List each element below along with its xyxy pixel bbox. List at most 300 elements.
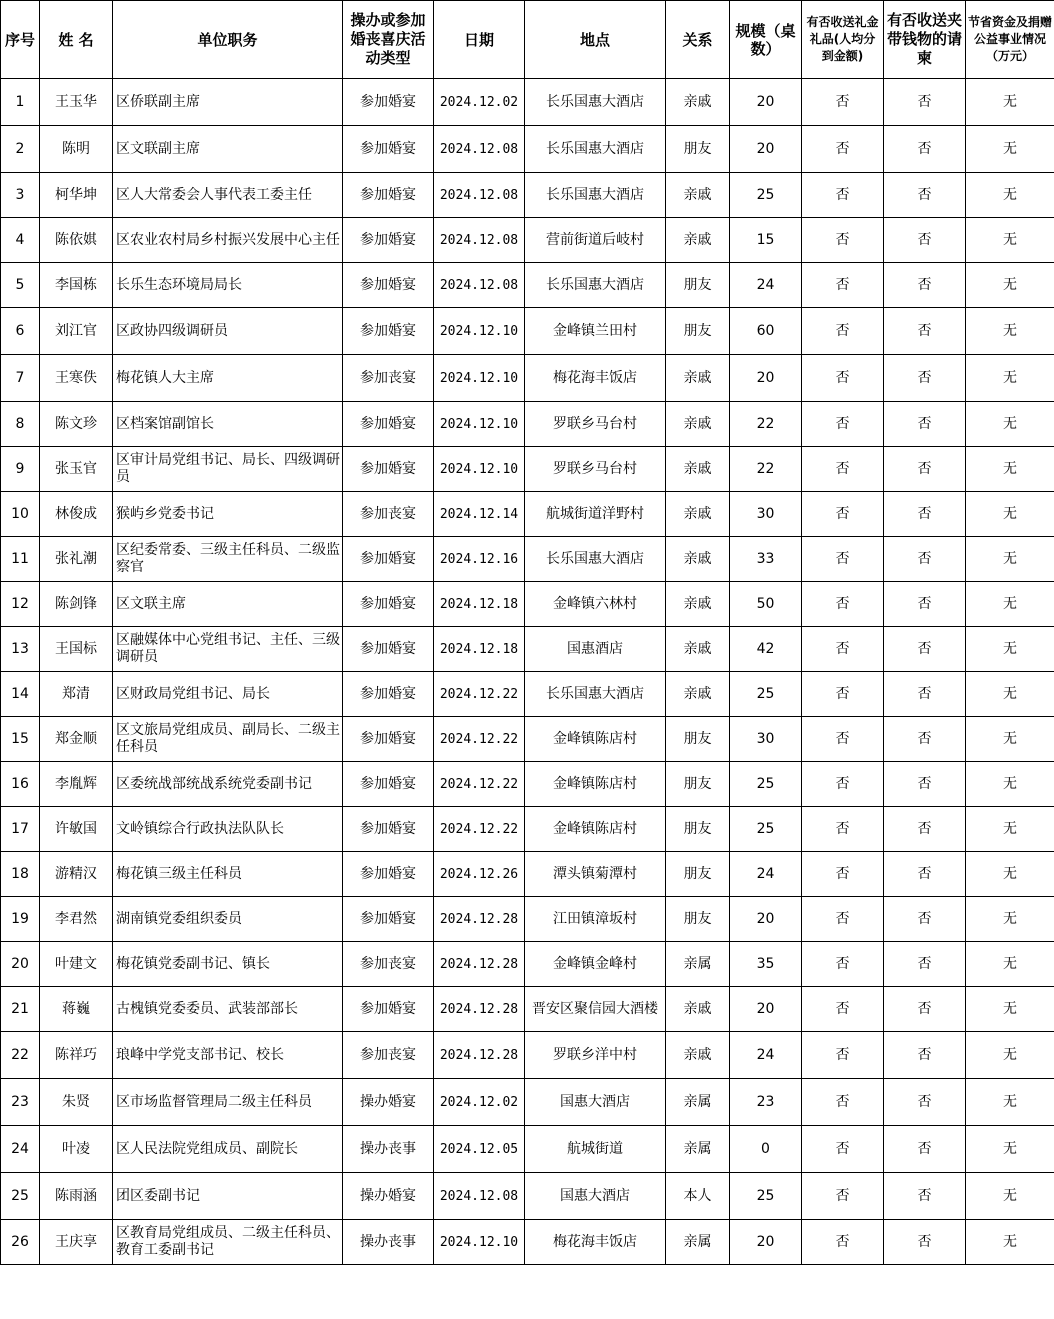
cell-index: 19 <box>1 897 40 942</box>
cell-gifts: 否 <box>802 627 884 672</box>
cell-name: 王玉华 <box>40 79 113 126</box>
cell-scale: 20 <box>730 1220 802 1265</box>
cell-gifts: 否 <box>802 218 884 263</box>
cell-name: 李君然 <box>40 897 113 942</box>
cell-relation: 亲属 <box>666 942 730 987</box>
cell-index: 11 <box>1 537 40 582</box>
cell-scale: 20 <box>730 897 802 942</box>
cell-donation: 无 <box>966 672 1054 717</box>
cell-name: 陈雨涵 <box>40 1173 113 1220</box>
cell-date: 2024.12.10 <box>434 1220 525 1265</box>
cell-location: 长乐国惠大酒店 <box>525 537 666 582</box>
cell-location: 营前街道后岐村 <box>525 218 666 263</box>
cell-position: 区教育局党组成员、二级主任科员、教育工委副书记 <box>113 1220 343 1265</box>
cell-event-type: 参加丧宴 <box>343 942 434 987</box>
cell-gifts: 否 <box>802 1079 884 1126</box>
cell-location: 长乐国惠大酒店 <box>525 173 666 218</box>
cell-donation: 无 <box>966 897 1054 942</box>
cell-event-type: 操办丧事 <box>343 1126 434 1173</box>
cell-requests: 否 <box>884 218 966 263</box>
cell-index: 21 <box>1 987 40 1032</box>
cell-position: 文岭镇综合行政执法队队长 <box>113 807 343 852</box>
cell-position: 团区委副书记 <box>113 1173 343 1220</box>
cell-index: 7 <box>1 355 40 402</box>
cell-relation: 亲戚 <box>666 627 730 672</box>
cell-requests: 否 <box>884 717 966 762</box>
cell-location: 梅花海丰饭店 <box>525 1220 666 1265</box>
cell-event-type: 参加婚宴 <box>343 582 434 627</box>
cell-date: 2024.12.08 <box>434 218 525 263</box>
cell-name: 蒋巍 <box>40 987 113 1032</box>
cell-donation: 无 <box>966 126 1054 173</box>
cell-requests: 否 <box>884 897 966 942</box>
cell-date: 2024.12.10 <box>434 308 525 355</box>
cell-scale: 25 <box>730 762 802 807</box>
header-row <box>1 1 1054 79</box>
cell-date: 2024.12.26 <box>434 852 525 897</box>
cell-requests: 否 <box>884 942 966 987</box>
cell-scale: 23 <box>730 1079 802 1126</box>
cell-name: 陈文珍 <box>40 402 113 447</box>
cell-date: 2024.12.08 <box>434 1173 525 1220</box>
cell-location: 金峰镇陈店村 <box>525 762 666 807</box>
table-row <box>1 402 1054 447</box>
cell-event-type: 参加丧宴 <box>343 1032 434 1079</box>
cell-donation: 无 <box>966 1079 1054 1126</box>
cell-index: 18 <box>1 852 40 897</box>
cell-position: 长乐生态环境局局长 <box>113 263 343 308</box>
cell-scale: 20 <box>730 126 802 173</box>
cell-scale: 25 <box>730 173 802 218</box>
table-row <box>1 1032 1054 1079</box>
header-scale: 规模（桌数） <box>730 1 802 79</box>
cell-gifts: 否 <box>802 402 884 447</box>
cell-name: 柯华坤 <box>40 173 113 218</box>
cell-gifts: 否 <box>802 126 884 173</box>
cell-date: 2024.12.28 <box>434 897 525 942</box>
cell-name: 朱贤 <box>40 1079 113 1126</box>
table-row <box>1 126 1054 173</box>
cell-gifts: 否 <box>802 537 884 582</box>
header-position: 单位职务 <box>113 1 343 79</box>
cell-location: 金峰镇兰田村 <box>525 308 666 355</box>
cell-event-type: 参加婚宴 <box>343 402 434 447</box>
cell-index: 5 <box>1 263 40 308</box>
cell-relation: 朋友 <box>666 897 730 942</box>
cell-event-type: 参加婚宴 <box>343 672 434 717</box>
cell-index: 26 <box>1 1220 40 1265</box>
table-row <box>1 355 1054 402</box>
cell-date: 2024.12.08 <box>434 263 525 308</box>
cell-location: 长乐国惠大酒店 <box>525 126 666 173</box>
cell-name: 李国栋 <box>40 263 113 308</box>
cell-index: 3 <box>1 173 40 218</box>
cell-requests: 否 <box>884 263 966 308</box>
table-row <box>1 447 1054 492</box>
table-row <box>1 942 1054 987</box>
table-row <box>1 897 1054 942</box>
cell-name: 王庆享 <box>40 1220 113 1265</box>
cell-relation: 亲属 <box>666 1079 730 1126</box>
table-row <box>1 79 1054 126</box>
cell-event-type: 参加婚宴 <box>343 126 434 173</box>
cell-scale: 50 <box>730 582 802 627</box>
table-row <box>1 987 1054 1032</box>
table-body <box>1 79 1054 1265</box>
cell-date: 2024.12.18 <box>434 627 525 672</box>
cell-requests: 否 <box>884 627 966 672</box>
cell-name: 张礼潮 <box>40 537 113 582</box>
cell-index: 17 <box>1 807 40 852</box>
cell-donation: 无 <box>966 447 1054 492</box>
cell-index: 22 <box>1 1032 40 1079</box>
cell-date: 2024.12.14 <box>434 492 525 537</box>
cell-name: 张玉官 <box>40 447 113 492</box>
cell-location: 金峰镇金峰村 <box>525 942 666 987</box>
cell-date: 2024.12.10 <box>434 402 525 447</box>
table-row <box>1 852 1054 897</box>
cell-gifts: 否 <box>802 1126 884 1173</box>
cell-scale: 60 <box>730 308 802 355</box>
cell-requests: 否 <box>884 1032 966 1079</box>
cell-scale: 22 <box>730 402 802 447</box>
cell-scale: 24 <box>730 852 802 897</box>
cell-index: 23 <box>1 1079 40 1126</box>
cell-location: 国惠大酒店 <box>525 1079 666 1126</box>
cell-relation: 亲戚 <box>666 987 730 1032</box>
cell-gifts: 否 <box>802 173 884 218</box>
header-donation: 节省资金及捐赠公益事业情况（万元） <box>966 1 1054 79</box>
cell-donation: 无 <box>966 173 1054 218</box>
cell-requests: 否 <box>884 672 966 717</box>
cell-name: 刘江官 <box>40 308 113 355</box>
cell-requests: 否 <box>884 1220 966 1265</box>
cell-scale: 30 <box>730 492 802 537</box>
cell-scale: 25 <box>730 807 802 852</box>
cell-position: 区政协四级调研员 <box>113 308 343 355</box>
cell-index: 12 <box>1 582 40 627</box>
cell-relation: 亲属 <box>666 1126 730 1173</box>
cell-event-type: 参加丧宴 <box>343 492 434 537</box>
table-row <box>1 308 1054 355</box>
cell-relation: 亲戚 <box>666 79 730 126</box>
cell-donation: 无 <box>966 987 1054 1032</box>
cell-location: 梅花海丰饭店 <box>525 355 666 402</box>
cell-requests: 否 <box>884 402 966 447</box>
cell-event-type: 参加婚宴 <box>343 852 434 897</box>
header-index: 序号 <box>1 1 40 79</box>
cell-position: 梅花镇党委副书记、镇长 <box>113 942 343 987</box>
cell-event-type: 参加婚宴 <box>343 537 434 582</box>
cell-relation: 朋友 <box>666 717 730 762</box>
cell-event-type: 参加婚宴 <box>343 218 434 263</box>
cell-gifts: 否 <box>802 447 884 492</box>
cell-index: 6 <box>1 308 40 355</box>
cell-requests: 否 <box>884 1126 966 1173</box>
cell-date: 2024.12.22 <box>434 762 525 807</box>
cell-scale: 0 <box>730 1126 802 1173</box>
cell-position: 区市场监督管理局二级主任科员 <box>113 1079 343 1126</box>
cell-scale: 20 <box>730 355 802 402</box>
cell-relation: 本人 <box>666 1173 730 1220</box>
header-name: 姓 名 <box>40 1 113 79</box>
cell-location: 罗联乡马台村 <box>525 447 666 492</box>
cell-scale: 22 <box>730 447 802 492</box>
cell-donation: 无 <box>966 1173 1054 1220</box>
table-row <box>1 717 1054 762</box>
cell-position: 区融媒体中心党组书记、主任、三级调研员 <box>113 627 343 672</box>
cell-event-type: 操办丧事 <box>343 1220 434 1265</box>
cell-requests: 否 <box>884 355 966 402</box>
cell-date: 2024.12.10 <box>434 447 525 492</box>
cell-requests: 否 <box>884 173 966 218</box>
cell-location: 金峰镇六林村 <box>525 582 666 627</box>
cell-donation: 无 <box>966 79 1054 126</box>
cell-date: 2024.12.08 <box>434 126 525 173</box>
cell-scale: 15 <box>730 218 802 263</box>
cell-name: 郑清 <box>40 672 113 717</box>
table-row <box>1 807 1054 852</box>
cell-event-type: 参加婚宴 <box>343 173 434 218</box>
cell-event-type: 参加婚宴 <box>343 762 434 807</box>
table-row <box>1 1079 1054 1126</box>
cell-donation: 无 <box>966 942 1054 987</box>
cell-location: 罗联乡洋中村 <box>525 1032 666 1079</box>
cell-donation: 无 <box>966 1032 1054 1079</box>
cell-requests: 否 <box>884 537 966 582</box>
cell-gifts: 否 <box>802 852 884 897</box>
cell-relation: 亲戚 <box>666 173 730 218</box>
cell-position: 区人民法院党组成员、副院长 <box>113 1126 343 1173</box>
cell-event-type: 操办婚宴 <box>343 1079 434 1126</box>
cell-position: 区文联主席 <box>113 582 343 627</box>
cell-gifts: 否 <box>802 79 884 126</box>
cell-donation: 无 <box>966 263 1054 308</box>
table-row <box>1 672 1054 717</box>
cell-requests: 否 <box>884 492 966 537</box>
cell-scale: 30 <box>730 717 802 762</box>
cell-donation: 无 <box>966 308 1054 355</box>
cell-scale: 20 <box>730 79 802 126</box>
table-row <box>1 627 1054 672</box>
cell-index: 4 <box>1 218 40 263</box>
cell-name: 游精汉 <box>40 852 113 897</box>
cell-date: 2024.12.05 <box>434 1126 525 1173</box>
cell-gifts: 否 <box>802 987 884 1032</box>
cell-position: 琅峰中学党支部书记、校长 <box>113 1032 343 1079</box>
cell-index: 15 <box>1 717 40 762</box>
cell-index: 8 <box>1 402 40 447</box>
cell-requests: 否 <box>884 852 966 897</box>
cell-position: 区文旅局党组成员、副局长、二级主任科员 <box>113 717 343 762</box>
cell-location: 金峰镇陈店村 <box>525 717 666 762</box>
cell-position: 猴屿乡党委书记 <box>113 492 343 537</box>
cell-name: 郑金顺 <box>40 717 113 762</box>
cell-event-type: 参加婚宴 <box>343 897 434 942</box>
cell-position: 区纪委常委、三级主任科员、二级监察官 <box>113 537 343 582</box>
cell-requests: 否 <box>884 1173 966 1220</box>
cell-requests: 否 <box>884 79 966 126</box>
cell-name: 陈明 <box>40 126 113 173</box>
cell-location: 航城街道 <box>525 1126 666 1173</box>
cell-name: 陈依娸 <box>40 218 113 263</box>
cell-donation: 无 <box>966 537 1054 582</box>
cell-date: 2024.12.10 <box>434 355 525 402</box>
cell-requests: 否 <box>884 762 966 807</box>
header-requests: 有否收送夹带钱物的请柬 <box>884 1 966 79</box>
cell-position: 梅花镇三级主任科员 <box>113 852 343 897</box>
cell-donation: 无 <box>966 807 1054 852</box>
cell-position: 古槐镇党委委员、武装部部长 <box>113 987 343 1032</box>
cell-scale: 24 <box>730 1032 802 1079</box>
cell-position: 湖南镇党委组织委员 <box>113 897 343 942</box>
cell-donation: 无 <box>966 627 1054 672</box>
table-row <box>1 263 1054 308</box>
header-date: 日期 <box>434 1 525 79</box>
header-location: 地点 <box>525 1 666 79</box>
cell-relation: 朋友 <box>666 263 730 308</box>
cell-date: 2024.12.18 <box>434 582 525 627</box>
cell-location: 长乐国惠大酒店 <box>525 672 666 717</box>
header-event-type: 操办或参加婚丧喜庆活动类型 <box>343 1 434 79</box>
cell-location: 长乐国惠大酒店 <box>525 263 666 308</box>
cell-scale: 35 <box>730 942 802 987</box>
cell-event-type: 参加婚宴 <box>343 79 434 126</box>
cell-position: 区农业农村局乡村振兴发展中心主任 <box>113 218 343 263</box>
cell-donation: 无 <box>966 492 1054 537</box>
cell-gifts: 否 <box>802 263 884 308</box>
cell-donation: 无 <box>966 852 1054 897</box>
cell-scale: 20 <box>730 987 802 1032</box>
cell-relation: 亲戚 <box>666 537 730 582</box>
cell-event-type: 参加婚宴 <box>343 807 434 852</box>
cell-event-type: 参加婚宴 <box>343 987 434 1032</box>
cell-index: 1 <box>1 79 40 126</box>
cell-gifts: 否 <box>802 492 884 537</box>
cell-date: 2024.12.08 <box>434 173 525 218</box>
cell-relation: 亲戚 <box>666 355 730 402</box>
header-gifts: 有否收送礼金礼品(人均分到金额) <box>802 1 884 79</box>
cell-event-type: 参加婚宴 <box>343 263 434 308</box>
cell-gifts: 否 <box>802 717 884 762</box>
cell-event-type: 参加婚宴 <box>343 627 434 672</box>
cell-relation: 朋友 <box>666 308 730 355</box>
cell-location: 长乐国惠大酒店 <box>525 79 666 126</box>
cell-requests: 否 <box>884 1079 966 1126</box>
table-row <box>1 1126 1054 1173</box>
table-row <box>1 537 1054 582</box>
cell-scale: 24 <box>730 263 802 308</box>
cell-gifts: 否 <box>802 1220 884 1265</box>
cell-date: 2024.12.22 <box>434 717 525 762</box>
table-row <box>1 1173 1054 1220</box>
cell-donation: 无 <box>966 762 1054 807</box>
cell-donation: 无 <box>966 717 1054 762</box>
cell-index: 10 <box>1 492 40 537</box>
cell-position: 区侨联副主席 <box>113 79 343 126</box>
cell-position: 区文联副主席 <box>113 126 343 173</box>
cell-gifts: 否 <box>802 1173 884 1220</box>
table-row <box>1 762 1054 807</box>
cell-relation: 亲戚 <box>666 492 730 537</box>
cell-name: 叶凌 <box>40 1126 113 1173</box>
cell-donation: 无 <box>966 218 1054 263</box>
cell-name: 许敏国 <box>40 807 113 852</box>
cell-gifts: 否 <box>802 897 884 942</box>
cell-location: 江田镇漳坂村 <box>525 897 666 942</box>
cell-requests: 否 <box>884 447 966 492</box>
cell-location: 金峰镇陈店村 <box>525 807 666 852</box>
cell-relation: 朋友 <box>666 126 730 173</box>
cell-location: 晋安区聚信园大酒楼 <box>525 987 666 1032</box>
cell-date: 2024.12.28 <box>434 1032 525 1079</box>
cell-name: 李胤辉 <box>40 762 113 807</box>
cell-relation: 朋友 <box>666 807 730 852</box>
cell-gifts: 否 <box>802 308 884 355</box>
cell-event-type: 参加婚宴 <box>343 308 434 355</box>
table-row <box>1 492 1054 537</box>
cell-donation: 无 <box>966 402 1054 447</box>
table-row <box>1 582 1054 627</box>
cell-name: 叶建文 <box>40 942 113 987</box>
cell-scale: 25 <box>730 672 802 717</box>
cell-index: 14 <box>1 672 40 717</box>
cell-index: 9 <box>1 447 40 492</box>
cell-name: 王国标 <box>40 627 113 672</box>
cell-requests: 否 <box>884 987 966 1032</box>
cell-requests: 否 <box>884 308 966 355</box>
cell-name: 陈祥巧 <box>40 1032 113 1079</box>
cell-position: 区档案馆副馆长 <box>113 402 343 447</box>
cell-position: 区人大常委会人事代表工委主任 <box>113 173 343 218</box>
cell-index: 24 <box>1 1126 40 1173</box>
cell-location: 潭头镇菊潭村 <box>525 852 666 897</box>
cell-index: 2 <box>1 126 40 173</box>
cell-relation: 亲戚 <box>666 1032 730 1079</box>
table-row <box>1 218 1054 263</box>
cell-location: 国惠大酒店 <box>525 1173 666 1220</box>
cell-relation: 亲戚 <box>666 447 730 492</box>
cell-gifts: 否 <box>802 1032 884 1079</box>
cell-name: 王寒佚 <box>40 355 113 402</box>
header-relation: 关系 <box>666 1 730 79</box>
cell-location: 国惠酒店 <box>525 627 666 672</box>
cell-relation: 亲戚 <box>666 672 730 717</box>
cell-index: 25 <box>1 1173 40 1220</box>
cell-index: 16 <box>1 762 40 807</box>
cell-event-type: 参加婚宴 <box>343 717 434 762</box>
cell-relation: 亲戚 <box>666 218 730 263</box>
cell-requests: 否 <box>884 807 966 852</box>
cell-index: 13 <box>1 627 40 672</box>
cell-date: 2024.12.16 <box>434 537 525 582</box>
cell-index: 20 <box>1 942 40 987</box>
cell-gifts: 否 <box>802 942 884 987</box>
cell-gifts: 否 <box>802 762 884 807</box>
cell-date: 2024.12.28 <box>434 987 525 1032</box>
cell-gifts: 否 <box>802 807 884 852</box>
cell-gifts: 否 <box>802 582 884 627</box>
cell-scale: 25 <box>730 1173 802 1220</box>
cell-name: 陈剑锋 <box>40 582 113 627</box>
cell-relation: 亲属 <box>666 1220 730 1265</box>
cell-requests: 否 <box>884 582 966 627</box>
cell-donation: 无 <box>966 582 1054 627</box>
cell-position: 区审计局党组书记、局长、四级调研员 <box>113 447 343 492</box>
cell-event-type: 操办婚宴 <box>343 1173 434 1220</box>
cell-date: 2024.12.02 <box>434 79 525 126</box>
cell-gifts: 否 <box>802 672 884 717</box>
